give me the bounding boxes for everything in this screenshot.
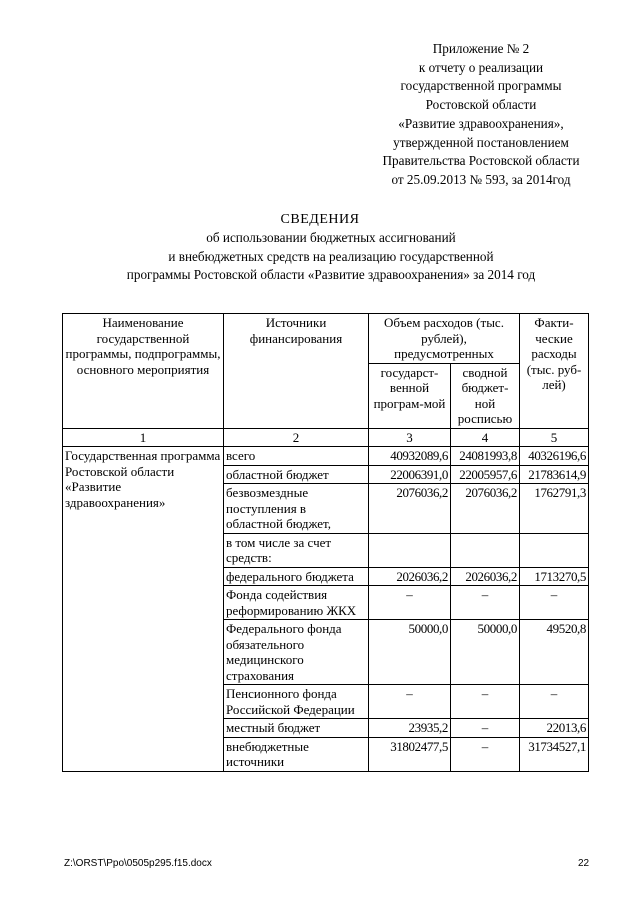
consolidated-value: 2076036,2 — [451, 484, 520, 534]
source-cell: Пенсионного фонда Российской Федерации — [224, 685, 369, 719]
state-value: 22006391,0 — [369, 465, 451, 484]
actual-value: 22013,6 — [520, 719, 589, 738]
consolidated-value: 2026036,2 — [451, 567, 520, 586]
source-cell: внебюджетные источники — [224, 737, 369, 771]
header-row — [63, 314, 589, 364]
actual-value: 1713270,5 — [520, 567, 589, 586]
page-number: 22 — [578, 858, 590, 869]
actual-value: 21783614,9 — [520, 465, 589, 484]
subtitle-line: об использовании бюджетных ассигнований — [206, 230, 456, 245]
actual-value: – — [520, 586, 589, 620]
actual-value: 40326196,6 — [520, 447, 589, 466]
state-value — [369, 533, 451, 567]
state-value: – — [369, 586, 451, 620]
source-cell: местный бюджет — [224, 719, 369, 738]
header-state-program: государст-венной програм-мой — [369, 363, 451, 428]
consolidated-value: 50000,0 — [451, 620, 520, 685]
column-number-row — [63, 428, 589, 447]
actual-value: – — [520, 685, 589, 719]
program-name: Государственная программа Ростовской области «Развитие здравоохранения» — [63, 447, 224, 772]
column-number: 1 — [63, 428, 224, 447]
source-cell: Фонда содействия реформированию ЖКХ — [224, 586, 369, 620]
consolidated-value: – — [451, 586, 520, 620]
approval-line: Приложение № 2 — [432, 41, 530, 56]
source-cell: безвозмездные поступления в областной бюджет, — [224, 484, 369, 534]
approval-line: к отчету о реализации — [418, 59, 544, 75]
column-number: 5 — [520, 428, 589, 447]
consolidated-value: – — [451, 737, 520, 771]
column-number: 2 — [224, 428, 369, 447]
consolidated-value: – — [451, 719, 520, 738]
actual-value — [520, 533, 589, 567]
approval-line: «Развитие здравоохранения», — [398, 115, 564, 131]
header-consolidated: сводной бюджет-ной росписью — [451, 363, 520, 428]
state-value: 2076036,2 — [369, 484, 451, 534]
approval-line: Правительства Ростовской области — [382, 153, 580, 169]
source-cell: Федерального фонда обязательного медицинского страхования — [224, 620, 369, 685]
table-row — [63, 447, 589, 466]
footer-file-path: Z:\ORST\Ppo\0505p295.f15.docx — [64, 858, 212, 869]
source-cell: федерального бюджета — [224, 567, 369, 586]
state-value: – — [369, 685, 451, 719]
header-name: Наименование государственной программы, подпрограммы, основного мероприятия — [63, 314, 224, 429]
actual-value: 49520,8 — [520, 620, 589, 685]
state-value: 31802477,5 — [369, 737, 451, 771]
column-number: 3 — [369, 428, 451, 447]
state-value: 2026036,2 — [369, 567, 451, 586]
subtitle-line: и внебюджетных средств на реализацию государственной — [168, 248, 494, 264]
consolidated-value — [451, 533, 520, 567]
header-actual: Факти-ческие расходы (тыс. руб-лей) — [520, 314, 589, 429]
consolidated-value: 24081993,8 — [451, 447, 520, 466]
state-value: 50000,0 — [369, 620, 451, 685]
source-cell: всего — [224, 447, 369, 466]
actual-value: 31734527,1 — [520, 737, 589, 771]
actual-value: 1762791,3 — [520, 484, 589, 534]
source-cell: областной бюджет — [224, 465, 369, 484]
header-volume: Объем расходов (тыс. рублей), предусмотренных — [369, 314, 520, 364]
consolidated-value: – — [451, 685, 520, 719]
approval-line: утвержденной постановлением — [393, 134, 569, 150]
approval-line: государственной программы — [400, 78, 562, 94]
document-title: СВЕДЕНИЯ — [280, 212, 360, 227]
subtitle-line: программы Ростовской области «Развитие здравоохранения» за 2014 год — [126, 267, 536, 283]
document-subtitle — [60, 229, 602, 285]
column-number: 4 — [451, 428, 520, 447]
header-sources: Источники финансирования — [224, 314, 369, 429]
state-value: 40932089,6 — [369, 447, 451, 466]
source-cell: в том числе за счет средств: — [224, 533, 369, 567]
approval-line: Ростовской области — [425, 97, 537, 113]
expenses-table — [62, 313, 589, 772]
state-value: 23935,2 — [369, 719, 451, 738]
consolidated-value: 22005957,6 — [451, 465, 520, 484]
approval-line: от 25.09.2013 № 593, за 2014год — [391, 171, 571, 187]
approval-block — [360, 40, 602, 190]
